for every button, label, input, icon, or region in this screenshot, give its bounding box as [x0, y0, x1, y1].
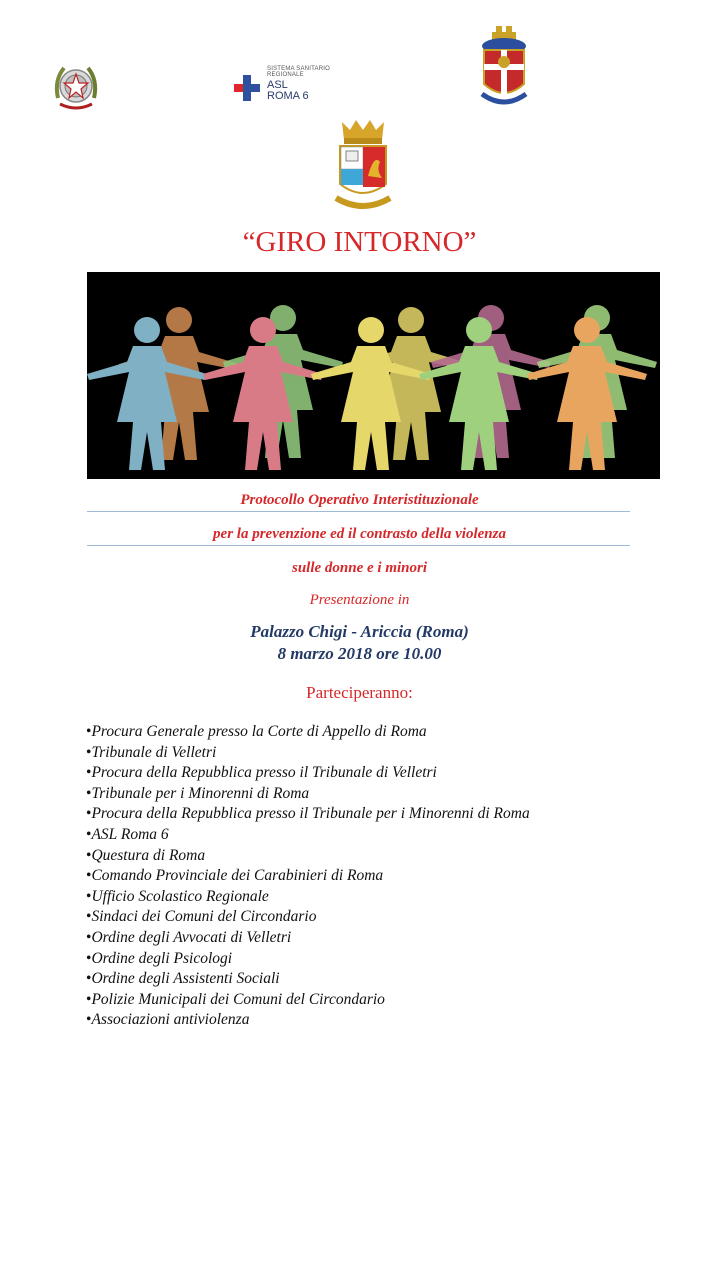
list-item: • Procura della Repubblica presso il Tribunale di Velletri	[86, 763, 530, 784]
italian-republic-emblem-icon	[50, 60, 102, 114]
list-item: • Ordine degli Avvocati di Velletri	[86, 928, 530, 949]
protocol-line-1: Protocollo Operativo Interistituzionale	[240, 492, 479, 508]
event-title: “GIRO INTORNO”	[242, 226, 477, 258]
asl-line2: ROMA 6	[267, 90, 309, 102]
protocol-line-2: per la prevenzione ed il contrasto della violenza	[213, 526, 506, 542]
list-item: • Tribunale per i Minorenni di Roma	[86, 784, 530, 805]
asl-roma6-logo	[234, 66, 354, 106]
list-item: • Procura Generale presso la Corte di Appello di Roma	[86, 722, 530, 743]
presentation-label: Presentazione in	[309, 592, 410, 608]
divider	[87, 545, 630, 546]
list-item: • Procura della Repubblica presso il Tribunale per i Minorenni di Roma	[86, 804, 530, 825]
list-item: • Questura di Roma	[86, 846, 530, 867]
people-chain-illustration	[87, 272, 660, 479]
protocol-line-3: sulle donne e i minori	[291, 560, 428, 576]
list-item: • Tribunale di Velletri	[86, 743, 530, 764]
medical-cross-icon	[234, 75, 260, 101]
participants-list	[86, 722, 530, 1031]
list-item: • Comando Provinciale dei Carabinieri di Roma	[86, 866, 530, 887]
participants-heading: Parteciperanno:	[306, 683, 413, 702]
list-item: • Sindaci dei Comuni del Circondario	[86, 907, 530, 928]
list-item: • Ufficio Scolastico Regionale	[86, 887, 530, 908]
event-datetime: 8 marzo 2018 ore 10.00	[277, 644, 442, 663]
hero-image-people-holding-hands	[87, 272, 660, 479]
divider	[87, 511, 630, 512]
list-item: • Ordine degli Psicologi	[86, 949, 530, 970]
polizia-di-stato-crest-icon	[332, 118, 394, 216]
asl-subtitle: SISTEMA SANITARIO REGIONALE	[267, 66, 330, 78]
carabinieri-crest-icon	[478, 24, 530, 112]
asl-line1: ASL	[267, 79, 288, 91]
list-item: • Ordine degli Assistenti Sociali	[86, 969, 530, 990]
list-item: • ASL Roma 6	[86, 825, 530, 846]
venue: Palazzo Chigi - Ariccia (Roma)	[250, 622, 469, 641]
list-item: • Associazioni antiviolenza	[86, 1010, 530, 1031]
list-item: • Polizie Municipali dei Comuni del Circondario	[86, 990, 530, 1011]
